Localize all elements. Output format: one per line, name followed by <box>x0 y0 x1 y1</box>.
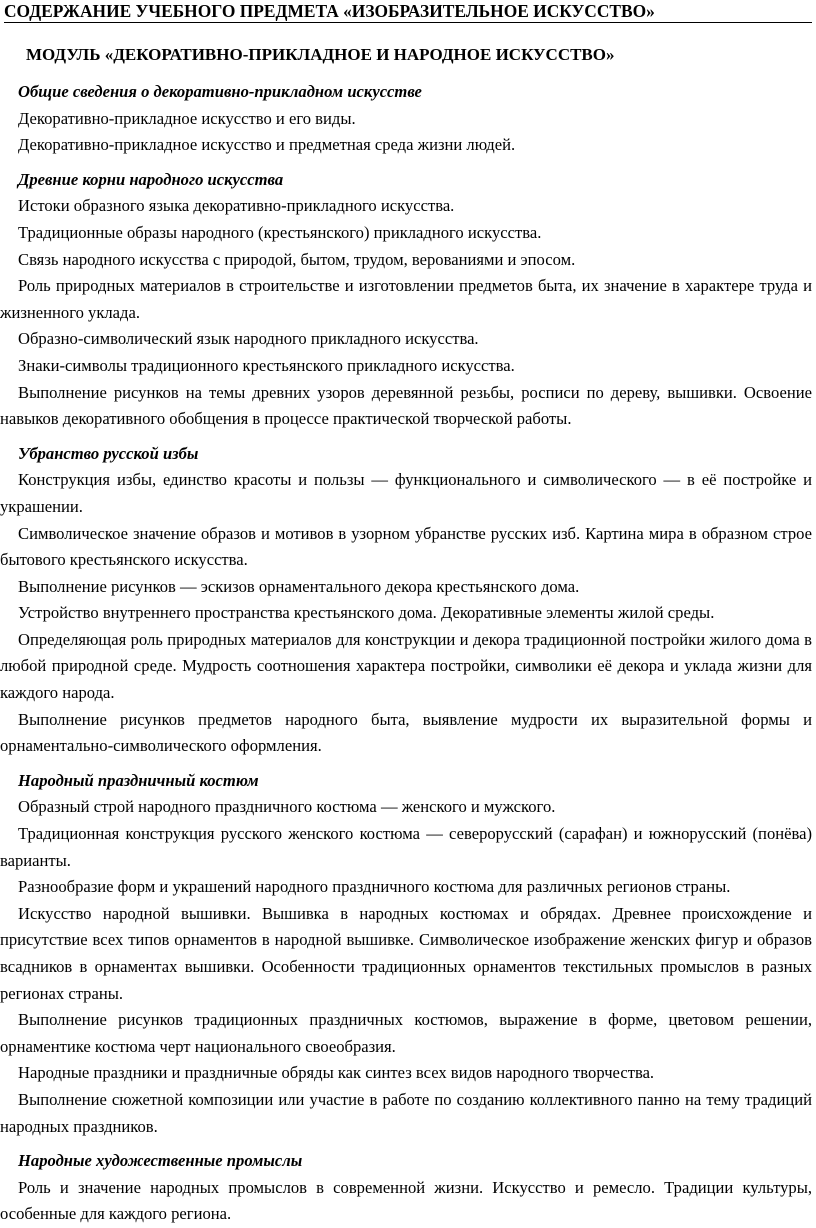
section <box>0 167 812 433</box>
section-paragraph: Роль природных материалов в строительстве и изготовлении предметов быта, их значение в характере труда и жизненного уклада. <box>0 276 812 322</box>
section-paragraph: Истоки образного языка декоративно-прикладного искусства. <box>18 196 455 216</box>
section-paragraph: Связь народного искусства с природой, бытом, трудом, верованиями и эпосом. <box>18 249 576 269</box>
section-paragraph: Роль и значение народных промыслов в современной жизни. Искусство и ремесло. Традиции культуры, особенные для каждого региона. <box>0 1177 812 1224</box>
section-paragraph: Знаки-символы традиционного крестьянского прикладного искусства. <box>18 355 515 375</box>
section <box>0 79 812 159</box>
section <box>0 441 812 760</box>
section-paragraph: Символическое значение образов и мотивов в узорном убранстве русских изб. Картина мира в образном строе бытового крестьянского искусства. <box>0 523 812 570</box>
section-paragraph: Народные праздники и праздничные обряды как синтез всех видов народного творчества. <box>18 1063 655 1083</box>
section-paragraph: Разнообразие форм и украшений народного праздничного костюма для различных регионов страны. <box>18 877 731 897</box>
section-heading: Общие сведения о декоративно-прикладном искусстве <box>18 82 422 101</box>
section-paragraph: Выполнение сюжетной композиции или участие в работе по созданию коллективного панно на тему традиций народных праздников. <box>0 1089 812 1136</box>
section-paragraph: Образно-символический язык народного прикладного искусства. <box>18 329 479 349</box>
section-paragraph: Устройство внутреннего пространства крестьянского дома. Декоративные элементы жилой среды. <box>18 603 715 623</box>
section-paragraph: Декоративно-прикладное искусство и предметная среда жизни людей. <box>18 135 516 155</box>
section-paragraph: Выполнение рисунков на темы древних узоров деревянной резьбы, росписи по дереву, вышивки. Освоение навыков декоративного обобщения в процессе практической творческой работы. <box>0 382 812 429</box>
section-heading: Древние корни народного искусства <box>18 169 284 189</box>
section-paragraph: Выполнение рисунков — эскизов орнаментального декора крестьянского дома. <box>18 576 580 596</box>
section-paragraph: Образный строй народного праздничного костюма — женского и мужского. <box>18 797 556 817</box>
section-paragraph: Выполнение рисунков традиционных праздничных костюмов, выражение в форме, цветовом решении, орнаментике костюма черт национального своеобразия. <box>0 1010 812 1056</box>
section-paragraph: Декоративно-прикладное искусство и его виды. <box>18 108 356 128</box>
section-paragraph: Традиционные образы народного (крестьянского) прикладного искусства. <box>18 222 542 242</box>
document-body <box>0 79 812 1228</box>
section-heading: Народный праздничный костюм <box>18 770 259 790</box>
section-paragraph: Искусство народной вышивки. Вышивка в народных костюмах и обрядах. Древнее происхождение и присутствие всех типов орнаментов в народной вышивке. Символическое изображение женских фигур и образов всадников в орнаментах вышивки. Особенности традиционных орнаментов текстильных промыслов в разных регионах страны. <box>0 903 812 1003</box>
section-paragraph: Традиционная конструкция русского женского костюма — северорусский (сарафан) и южнорусский (понёва) варианты. <box>0 824 812 870</box>
section-paragraph: Конструкция избы, единство красоты и пользы — функционального и символического — в её постройке и украшении. <box>0 470 812 516</box>
section-heading: Убранство русской избы <box>18 443 199 463</box>
section <box>0 1148 812 1228</box>
section-paragraph: Выполнение рисунков предметов народного быта, выявление мудрости их выразительной формы и орнаментально-символического оформления. <box>0 709 812 756</box>
section-heading: Народные художественные промыслы <box>18 1151 303 1171</box>
section-paragraph: Определяющая роль природных материалов для конструкции и декора традиционной постройки жилого дома в любой природной среде. Мудрость соотношения характера постройки, символики её декора и уклада жизни для каждого народа. <box>0 629 812 703</box>
module-heading: МОДУЛЬ «ДЕКОРАТИВНО-ПРИКЛАДНОЕ И НАРОДНОЕ ИСКУССТВО» <box>26 45 615 64</box>
document-title: СОДЕРЖАНИЕ УЧЕБНОГО ПРЕДМЕТА «ИЗОБРАЗИТЕЛЬНОЕ ИСКУССТВО» <box>4 1 812 23</box>
section <box>0 768 812 1140</box>
